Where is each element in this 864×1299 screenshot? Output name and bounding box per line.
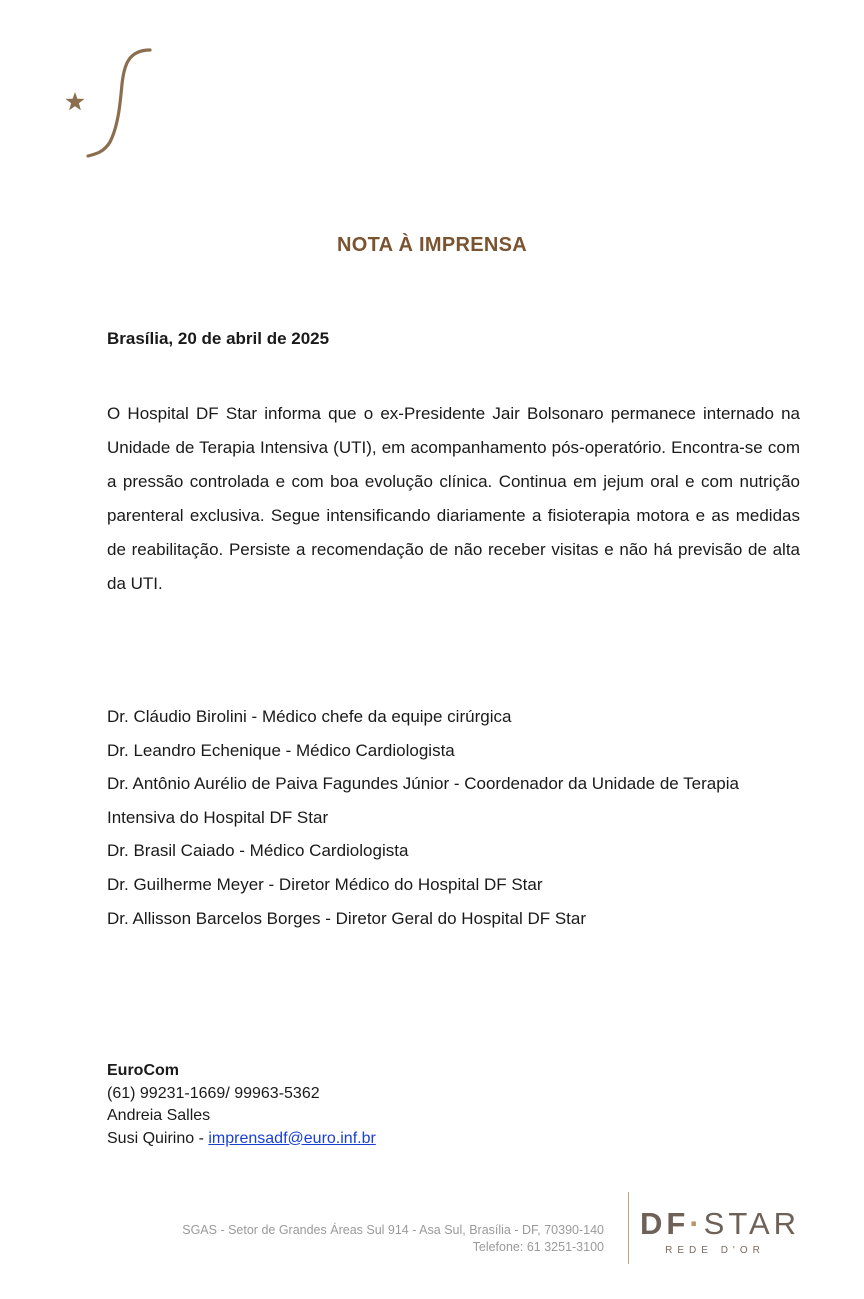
dateline: Brasília, 20 de abril de 2025 (107, 329, 330, 348)
signature-item: Dr. Leandro Echenique - Médico Cardiologista (107, 740, 455, 760)
email-link[interactable]: imprensadf@euro.inf.br (208, 1129, 376, 1147)
press-contact (107, 1060, 376, 1150)
contact-phones: (61) 99231-1669/ 99963-5362 (107, 1084, 320, 1102)
star-icon (66, 92, 85, 110)
brand-dot: · (689, 1206, 704, 1241)
signature-item: Dr. Antônio Aurélio de Paiva Fagundes Júnior - Coordenador da Unidade de Terapia Intensiva do Hospital DF Star (107, 774, 739, 827)
star-and-s-curve-icon (58, 44, 158, 164)
signature-item: Dr. Guilherme Meyer - Diretor Médico do Hospital DF Star (107, 874, 543, 894)
footer-divider (628, 1192, 629, 1264)
contact-person: Susi Quirino - (107, 1129, 209, 1147)
signature-item: Dr. Allisson Barcelos Borges - Diretor Geral do Hospital DF Star (107, 908, 587, 928)
brand-logo (640, 1206, 801, 1256)
footer-address (182, 1222, 604, 1256)
brand-subtitle: REDE D'OR (665, 1245, 765, 1256)
brand-name-left: DF (640, 1206, 690, 1241)
signature-item: Dr. Brasil Caiado - Médico Cardiologista (107, 841, 409, 861)
signature-list (107, 700, 807, 935)
contact-person: Andreia Salles (107, 1107, 211, 1124)
phone-line: Telefone: 61 3251-3100 (472, 1240, 604, 1254)
contact-org: EuroCom (107, 1062, 179, 1079)
brand-name (640, 1206, 801, 1241)
brand-name-right: STAR (703, 1206, 801, 1241)
signature-item: Dr. Cláudio Birolini - Médico chefe da equipe cirúrgica (107, 707, 512, 726)
s-curve-icon (88, 50, 150, 156)
contact-person-with-email (107, 1128, 376, 1151)
page-title: NOTA À IMPRENSA (336, 234, 528, 256)
address-line: SGAS - Setor de Grandes Áreas Sul 914 - Asa Sul, Brasília - DF, 70390-140 (182, 1223, 604, 1237)
press-release-body: O Hospital DF Star informa que o ex-Presidente Jair Bolsonaro permanece internado na Unidade de Terapia Intensiva (UTI), em acompanhamento pós-operatório. Encontra-se com a pressão controlada e com boa evolução clínica. Continua em jejum oral e com nutrição parenteral exclusiva. Segue intensificando diariamente a fisioterapia motora e as medidas de reabilitação. Persiste a recomendação de não receber visitas e não há previsão de alta da UTI. (107, 404, 800, 593)
